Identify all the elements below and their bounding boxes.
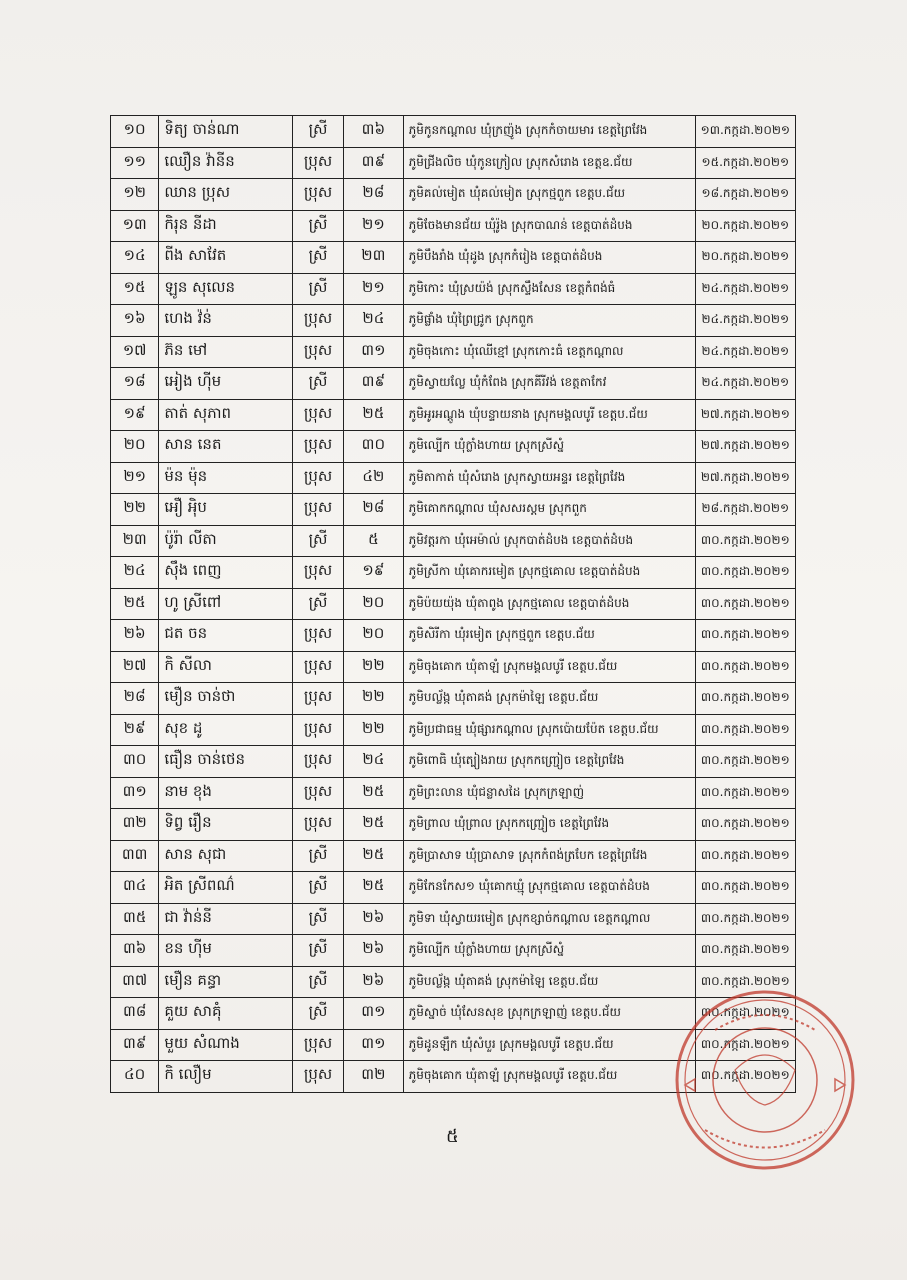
age-cell: ២៨ [344, 494, 403, 526]
row-number-cell: ១១ [111, 147, 159, 179]
row-number-cell: ១៧ [111, 336, 159, 368]
sex-cell: ស្រី [292, 903, 343, 935]
address-cell: ភូមិកូនកណ្ដាល ឃុំក្រញ៉ូង ស្រុកកំចាយមារ ខេត្តព្រៃវែង [403, 116, 695, 148]
table-row [111, 431, 796, 463]
row-number-cell: ២៦ [111, 620, 159, 652]
date-cell: ១៥.កក្កដា.២០២១ [695, 147, 795, 179]
age-cell: ២៦ [344, 966, 403, 998]
age-cell: ៥ [344, 525, 403, 557]
row-number-cell: ១៥ [111, 273, 159, 305]
age-cell: ២៤ [344, 305, 403, 337]
address-cell: ភូមិពោធិ ឃុំត្បៀងរាយ ស្រុកកញ្ជ្រៀច ខេត្តព្រៃវែង [403, 746, 695, 778]
address-cell: ភូមិវត្តរកា ឃុំអេម៉ាល់ ស្រុកបាត់ដំបង ខេត្តបាត់ដំបង [403, 525, 695, 557]
table-row [111, 242, 796, 274]
person-name-cell: ឡូន សុលេន [159, 273, 293, 305]
address-cell: ភូមិសិរីកា ឃុំរមៀត ស្រុកថ្មពួក ខេត្តប.ជ័យ [403, 620, 695, 652]
table-row [111, 273, 796, 305]
address-cell: ភូមិចុងគោក ឃុំតាឡំ ស្រុកមង្គលបូរី ខេត្តប.ជ័យ [403, 1061, 695, 1093]
sex-cell: ប្រុស [292, 1061, 343, 1093]
date-cell: ៣០.កក្កដា.២០២១ [695, 777, 795, 809]
age-cell: ២៣ [344, 242, 403, 274]
table-row [111, 305, 796, 337]
sex-cell: ប្រុស [292, 179, 343, 211]
person-name-cell: ម៉ន ម៉ុន [159, 462, 293, 494]
date-cell: ៣០.កក្កដា.២០២១ [695, 746, 795, 778]
date-cell: ៣០.កក្កដា.២០២១ [695, 809, 795, 841]
address-cell: ភូមិចែងមានជ័យ ឃុំរ៉ូង ស្រុកបាណន់ ខេត្តបាត់ដំបង [403, 210, 695, 242]
row-number-cell: ៣៩ [111, 1029, 159, 1061]
table-row [111, 147, 796, 179]
address-cell: ភូមិទា ឃុំស្វាយរមៀត ស្រុកខ្សាច់កណ្ដាល ខេត្តកណ្ដាល [403, 903, 695, 935]
table-row [111, 116, 796, 148]
person-name-cell: គួយ សាគុំ [159, 998, 293, 1030]
date-cell: ៣០.កក្កដា.២០២១ [695, 651, 795, 683]
sex-cell: ប្រុស [292, 809, 343, 841]
table-row [111, 525, 796, 557]
row-number-cell: ២៥ [111, 588, 159, 620]
row-number-cell: ២៤ [111, 557, 159, 589]
address-cell: ភូមិចុងគោក ឃុំតាឡំ ស្រុកមង្គលបូរី ខេត្តប.ជ័យ [403, 651, 695, 683]
table-row [111, 494, 796, 526]
address-cell: ភូមិផ្លាំង ឃុំព្រៃជ្រូក ស្រុកពួក [403, 305, 695, 337]
sex-cell: ប្រុស [292, 431, 343, 463]
address-cell: ភូមិបល្ល័ង្ក ឃុំតាគង់ ស្រុកម៉ាឡៃ ខេត្តប.ជ័យ [403, 683, 695, 715]
sex-cell: ស្រី [292, 872, 343, 904]
row-number-cell: ៣៧ [111, 966, 159, 998]
person-name-cell: កិរុន នីដា [159, 210, 293, 242]
age-cell: ៣១ [344, 998, 403, 1030]
address-cell: ភូមិស្វាយល្លែ ឃុំកំពែង ស្រុកគីរីវង់ ខេត្តតាកែវ [403, 368, 695, 400]
date-cell: ២៧.កក្កដា.២០២១ [695, 462, 795, 494]
row-number-cell: ៣៦ [111, 935, 159, 967]
sex-cell: ប្រុស [292, 399, 343, 431]
age-cell: ៣៩ [344, 368, 403, 400]
table-row [111, 714, 796, 746]
date-cell: ២០.កក្កដា.២០២១ [695, 210, 795, 242]
address-cell: ភូមិតាកាត់ ឃុំសំរោង ស្រុកស្វាយអន្ទរ ខេត្តព្រៃវែង [403, 462, 695, 494]
row-number-cell: ៣០ [111, 746, 159, 778]
date-cell: ៣០.កក្កដា.២០២១ [695, 714, 795, 746]
age-cell: ២២ [344, 651, 403, 683]
age-cell: ២១ [344, 210, 403, 242]
sex-cell: ប្រុស [292, 683, 343, 715]
date-cell: ២៤.កក្កដា.២០២១ [695, 368, 795, 400]
sex-cell: ប្រុស [292, 147, 343, 179]
table-row [111, 777, 796, 809]
sex-cell: ប្រុស [292, 557, 343, 589]
sex-cell: ស្រី [292, 210, 343, 242]
person-name-cell: នាម ខុង [159, 777, 293, 809]
person-name-cell: មួយ សំណាង [159, 1029, 293, 1061]
address-cell: ភូមិប្រជាធម្ម ឃុំផ្សារកណ្ដាល ស្រុកប៉ោយប៉ែត ខេត្តប.ជ័យ [403, 714, 695, 746]
sex-cell: ស្រី [292, 242, 343, 274]
row-number-cell: ២២ [111, 494, 159, 526]
row-number-cell: ១៩ [111, 399, 159, 431]
sex-cell: ប្រុស [292, 462, 343, 494]
row-number-cell: ២១ [111, 462, 159, 494]
person-name-cell: កិ សីលា [159, 651, 293, 683]
address-cell: ភូមិព្រាល ឃុំព្រាល ស្រុកកញ្ជ្រៀច ខេត្តព្រៃវែង [403, 809, 695, 841]
age-cell: ២៦ [344, 935, 403, 967]
address-cell: ភូមិប៉យយ៉ុង ឃុំតាពូង ស្រុកថ្មគោល ខេត្តបាត់ដំបង [403, 588, 695, 620]
person-name-cell: ហេង វ៉ន់ [159, 305, 293, 337]
sex-cell: ប្រុស [292, 494, 343, 526]
person-name-cell: សុខ ដូ [159, 714, 293, 746]
person-name-cell: ធឿន ចាន់ថេន [159, 746, 293, 778]
person-name-cell: ឈាន ប្រុស [159, 179, 293, 211]
date-cell: ៣០.កក្កដា.២០២១ [695, 1061, 795, 1093]
age-cell: ២៨ [344, 179, 403, 211]
table-row [111, 620, 796, 652]
address-cell: ភូមិស្រីកា ឃុំគោករមៀត ស្រុកថ្មគោល ខេត្តបាត់ដំបង [403, 557, 695, 589]
row-number-cell: ៤០ [111, 1061, 159, 1093]
table-row [111, 683, 796, 715]
person-name-cell: កិ លឿម [159, 1061, 293, 1093]
person-name-cell: អិត ស្រីពណ៌ [159, 872, 293, 904]
row-number-cell: ៣២ [111, 809, 159, 841]
sex-cell: ស្រី [292, 116, 343, 148]
date-cell: ៣០.កក្កដា.២០២១ [695, 935, 795, 967]
address-cell: ភូមិដូនឡឹក ឃុំសំបួរ ស្រុកមង្គលបូរី ខេត្តប.ជ័យ [403, 1029, 695, 1061]
table-row [111, 840, 796, 872]
date-cell: ៣០.កក្កដា.២០២១ [695, 683, 795, 715]
address-cell: ភូមិបល្ល័ង្ក ឃុំតាគង់ ស្រុកម៉ាឡៃ ខេត្តប.ជ័យ [403, 966, 695, 998]
age-cell: ៣១ [344, 1029, 403, 1061]
sex-cell: ស្រី [292, 368, 343, 400]
person-name-cell: ទិត្យ ចាន់ណា [159, 116, 293, 148]
address-cell: ភូមិប្រាសាទ ឃុំប្រាសាទ ស្រុកកំពង់ត្របែក ខេត្តព្រៃវែង [403, 840, 695, 872]
age-cell: ២៥ [344, 840, 403, 872]
person-name-cell: ពីង សាវែត [159, 242, 293, 274]
address-cell: ភូមិគោកកណ្ដាល ឃុំសសរស្ដម ស្រុកពួក [403, 494, 695, 526]
address-cell: ភូមិកែនកែស១ ឃុំគោកឃ្មុំ ស្រុកថ្មគោល ខេត្តបាត់ដំបង [403, 872, 695, 904]
date-cell: ២៨.កក្កដា.២០២១ [695, 494, 795, 526]
address-cell: ភូមិអូរអណ្ដូង ឃុំបន្ទាយនាង ស្រុកមង្គលបូរី ខេត្តប.ជ័យ [403, 399, 695, 431]
table-row [111, 462, 796, 494]
date-cell: ១៨.កក្កដា.២០២១ [695, 179, 795, 211]
date-cell: ៣០.កក្កដា.២០២១ [695, 525, 795, 557]
table-row [111, 368, 796, 400]
date-cell: ១៣.កក្កដា.២០២១ [695, 116, 795, 148]
sex-cell: ស្រី [292, 273, 343, 305]
row-number-cell: ២៨ [111, 683, 159, 715]
age-cell: ២១ [344, 273, 403, 305]
age-cell: ៣១ [344, 336, 403, 368]
row-number-cell: ៣៨ [111, 998, 159, 1030]
sex-cell: ប្រុស [292, 1029, 343, 1061]
table-row [111, 399, 796, 431]
address-cell: ភូមិកោះ ឃុំស្រយ៉ង់ ស្រុកស្ទឹងសែន ខេត្តកំពង់ធំ [403, 273, 695, 305]
age-cell: ២៥ [344, 777, 403, 809]
sex-cell: ស្រី [292, 966, 343, 998]
person-name-cell: ខន ហ៊ីម [159, 935, 293, 967]
address-cell: ភូមិស្នាច់ ឃុំសែនសុខ ស្រុកក្រឡាញ់ ខេត្តប.ជ័យ [403, 998, 695, 1030]
age-cell: ២៥ [344, 399, 403, 431]
sex-cell: ស្រី [292, 525, 343, 557]
row-number-cell: ១២ [111, 179, 159, 211]
age-cell: ២៥ [344, 809, 403, 841]
date-cell: ៣០.កក្កដា.២០២១ [695, 620, 795, 652]
table-row [111, 903, 796, 935]
address-cell: ភូមិល្បើក ឃុំក្លាំងហាយ ស្រុកស្រីស្នំ [403, 431, 695, 463]
person-name-cell: មឿន គន្ធា [159, 966, 293, 998]
date-cell: ២៤.កក្កដា.២០២១ [695, 336, 795, 368]
date-cell: ២៤.កក្កដា.២០២១ [695, 305, 795, 337]
row-number-cell: ១០ [111, 116, 159, 148]
date-cell: ២៤.កក្កដា.២០២១ [695, 273, 795, 305]
age-cell: ៤២ [344, 462, 403, 494]
row-number-cell: ១៦ [111, 305, 159, 337]
table-row [111, 210, 796, 242]
date-cell: ២៧.កក្កដា.២០២១ [695, 399, 795, 431]
row-number-cell: ៣៤ [111, 872, 159, 904]
table-row [111, 651, 796, 683]
sex-cell: ប្រុស [292, 651, 343, 683]
person-name-cell: ឈឿន វ៉ានីន [159, 147, 293, 179]
row-number-cell: ២៩ [111, 714, 159, 746]
table-row [111, 336, 796, 368]
person-name-cell: អឿ អុិប [159, 494, 293, 526]
person-name-cell: ជា វ៉ាន់នី [159, 903, 293, 935]
sex-cell: ស្រី [292, 998, 343, 1030]
person-name-cell: ភ៊ន មៅ [159, 336, 293, 368]
date-cell: ២០.កក្កដា.២០២១ [695, 242, 795, 274]
table-row [111, 179, 796, 211]
date-cell: ៣០.កក្កដា.២០២១ [695, 1029, 795, 1061]
table-row [111, 809, 796, 841]
row-number-cell: ២៣ [111, 525, 159, 557]
person-name-cell: សាន នេត [159, 431, 293, 463]
sex-cell: ប្រុស [292, 714, 343, 746]
row-number-cell: ១៣ [111, 210, 159, 242]
age-cell: ៣៩ [344, 147, 403, 179]
age-cell: ៣០ [344, 431, 403, 463]
person-name-cell: តាត់ សុភាព [159, 399, 293, 431]
person-name-cell: ជត ចន [159, 620, 293, 652]
table-row [111, 557, 796, 589]
date-cell: ៣០.កក្កដា.២០២១ [695, 840, 795, 872]
age-cell: ២៦ [344, 903, 403, 935]
patient-table [110, 115, 796, 1093]
age-cell: ២០ [344, 620, 403, 652]
date-cell: ២៧.កក្កដា.២០២១ [695, 431, 795, 463]
row-number-cell: ២៧ [111, 651, 159, 683]
sex-cell: ស្រី [292, 840, 343, 872]
page-number: ៥ [446, 1126, 459, 1147]
address-cell: ភូមិព្រះលាន ឃុំជន្លាសដៃ ស្រុកក្រឡាញ់ [403, 777, 695, 809]
table-row [111, 746, 796, 778]
age-cell: ២០ [344, 588, 403, 620]
person-name-cell: ហូ ស្រីពៅ [159, 588, 293, 620]
table-row [111, 935, 796, 967]
address-cell: ភូមិចុងកោះ ឃុំឈើខ្មៅ ស្រុកកោះធំ ខេត្តកណ្ដាល [403, 336, 695, 368]
sex-cell: ប្រុស [292, 620, 343, 652]
table-row [111, 872, 796, 904]
row-number-cell: ២០ [111, 431, 159, 463]
person-name-cell: ប៉ូរ៉ា លីតា [159, 525, 293, 557]
age-cell: ២២ [344, 683, 403, 715]
person-name-cell: ទិព្វ រឿន [159, 809, 293, 841]
person-name-cell: អៀង ហ៊ីម [159, 368, 293, 400]
age-cell: ១៩ [344, 557, 403, 589]
address-cell: ភូមិល្បើក ឃុំក្លាំងហាយ ស្រុកស្រីស្នំ [403, 935, 695, 967]
date-cell: ៣០.កក្កដា.២០២១ [695, 966, 795, 998]
date-cell: ៣០.កក្កដា.២០២១ [695, 588, 795, 620]
sex-cell: ស្រី [292, 588, 343, 620]
date-cell: ៣០.កក្កដា.២០២១ [695, 557, 795, 589]
sex-cell: ប្រុស [292, 305, 343, 337]
row-number-cell: ៣១ [111, 777, 159, 809]
date-cell: ៣០.កក្កដា.២០២១ [695, 903, 795, 935]
age-cell: ២៥ [344, 872, 403, 904]
person-name-cell: មឿន ចាន់ថា [159, 683, 293, 715]
address-cell: ភូមិបឹងរាំង ឃុំដូង ស្រុកកំរៀង ខេត្តបាត់ដំបង [403, 242, 695, 274]
date-cell: ៣០.កក្កដា.២០២១ [695, 998, 795, 1030]
sex-cell: ប្រុស [292, 746, 343, 778]
age-cell: ២២ [344, 714, 403, 746]
sex-cell: ប្រុស [292, 777, 343, 809]
date-cell: ៣០.កក្កដា.២០២១ [695, 872, 795, 904]
row-number-cell: ១៨ [111, 368, 159, 400]
sex-cell: ប្រុស [292, 336, 343, 368]
sex-cell: ស្រី [292, 935, 343, 967]
official-seal-icon [655, 990, 865, 1180]
address-cell: ភូមិគល់មៀត ឃុំគល់មៀត ស្រុកថ្មពួក ខេត្តប.ជ័យ [403, 179, 695, 211]
age-cell: ២៤ [344, 746, 403, 778]
table-row [111, 588, 796, 620]
age-cell: ៣២ [344, 1061, 403, 1093]
row-number-cell: ១៤ [111, 242, 159, 274]
row-number-cell: ៣៥ [111, 903, 159, 935]
age-cell: ៣៦ [344, 116, 403, 148]
person-name-cell: សាន សុជា [159, 840, 293, 872]
row-number-cell: ៣៣ [111, 840, 159, 872]
address-cell: ភូមិជ្រីងលិច ឃុំកូនក្រៀល ស្រុកសំរោង ខេត្តឧ.ជ័យ [403, 147, 695, 179]
person-name-cell: ស៊ឹង ពេញ [159, 557, 293, 589]
